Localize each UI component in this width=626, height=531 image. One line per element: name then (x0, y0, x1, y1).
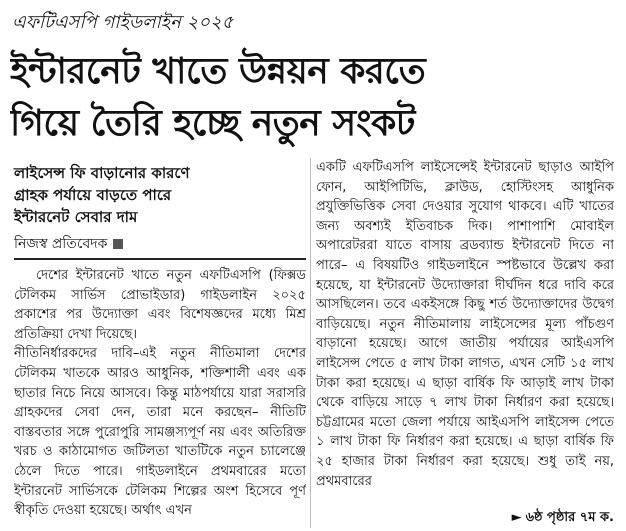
body-paragraph: দেশের ইন্টারনেট খাতে নতুন এফটিএসপি (ফিক্সড টেলিকম সার্ভিস প্রোভাইডার) গাইডলাইন ২০২৫ প্রকাশের পর উদ্যোক্তা এবং বিশেষজ্ঞদের মধ্যে মিশ্র প্রতিক্রিয়া দেখা দিয়েছে। (14, 268, 306, 342)
divider (14, 258, 306, 260)
subheadline (14, 162, 304, 228)
body-paragraph: একটি এফটিএসপি লাইসেন্সেই ইন্টারনেট ছাড়াও আইপি ফোন, আইপিটিভি, ক্লাউড, হোস্টিংসহ আধুনিক প্রযুক্তিভিত্তিক সেবা দেওয়ার সুযোগ থাকবে। এটি খাতের জন্য অবশ্যই ইতিবাচক দিক। পাশাপাশি মোবাইল অপারেটররা যাতে বাসায় ব্রডব্যান্ড ইন্টারনেট দিতে না পারে– এ বিষয়টিও গাইডলাইনে স্পষ্টভাবে উল্লেখ করা হয়েছে, যা ইন্টারনেট উদ্যোক্তারা দীর্ঘদিন ধরে দাবি করে আসছিলেন। তবে একইসঙ্গে কিছু শর্ত উদ্যোক্তাদের উদ্বেগ বাড়িয়েছে। নতুন নীতিমালায় লাইসেন্সের মূল্য পাঁচগুণ বাড়ানো হয়েছে। আগে জাতীয় পর্যায়ের আইএসপি লাইসেন্স পেতে ৫ লাখ টাকা লাগত, এখন সেটি ১৫ লাখ টাকা করা হয়েছে। এ ছাড়া বার্ষিক ফি আড়াই লাখ টাকা থেকে বাড়িয়ে সাড়ে ৭ লাখ টাকা নির্ধারণ করা হয়েছে। চট্টগ্রামের মতো জেলা পর্যায়ে আইএসপি লাইসেন্স পেতে ১ লাখ টাকা ফি নির্ধারণ করা হয়েছে। এ ছাড়া বার্ষিক ফি ২৫ হাজার টাকা নির্ধারণ করা হয়েছে। শুধু তাই নয়, প্রথমবারের (316, 160, 614, 489)
triangle-right-icon: ► (511, 510, 522, 525)
continued-on (470, 508, 614, 528)
subhead-line: লাইসেন্স ফি বাড়ানোর কারণে (14, 164, 190, 182)
headline-line: ইন্টারনেট খাতে উন্নয়ন করতে (10, 51, 426, 92)
kicker: এফটিএসপি গাইডলাইন ২০২৫ (12, 12, 234, 33)
byline (14, 234, 306, 254)
headline-line: গিয়ে তৈরি হচ্ছে নতুন সংকট (10, 103, 415, 144)
subhead-line: গ্রাহক পর্যায়ে বাড়তে পারে (14, 186, 172, 204)
subhead-line: ইন্টারনেট সেবার দাম (14, 208, 138, 226)
column-divider (310, 158, 311, 528)
headline (10, 46, 616, 150)
body-paragraph: নীতিনির্ধারকদের দাবি–এই নতুন নীতিমালা দেশের টেলিকম খাতকে আরও আধুনিক, শক্তিশালী এবং এক ছাতার নিচে নিয়ে আসবে। কিন্তু মাঠপর্যায়ে যারা সরাসরি গ্রাহকদের সেবা দেন, তারা মনে করছেন– নীতিটি বাস্তবতার সঙ্গে পুরোপুরি সামঞ্জস্যপূর্ণ নয় এবং অতিরিক্ত খরচ ও কাঠামোগত জটিলতা খাতটিকে নতুন চ্যালেঞ্জে ঠেলে দিতে পারে। গাইডলাইনে প্রথমবারের মতো ইন্টারনেট সার্ভিসকে টেলিকম শিল্পের অংশ হিসেবে পূর্ণ স্বীকৃতি দেওয়া হয়েছে। অর্থাৎ এখন (14, 346, 306, 519)
body-column-left (14, 266, 306, 528)
body-column-right (316, 158, 614, 508)
byline-text: নিজস্ব প্রতিবেদক (14, 236, 108, 252)
square-bullet-icon (113, 239, 123, 249)
continued-text: ৬ষ্ঠ পৃষ্ঠার ৭ম ক. (525, 510, 614, 525)
